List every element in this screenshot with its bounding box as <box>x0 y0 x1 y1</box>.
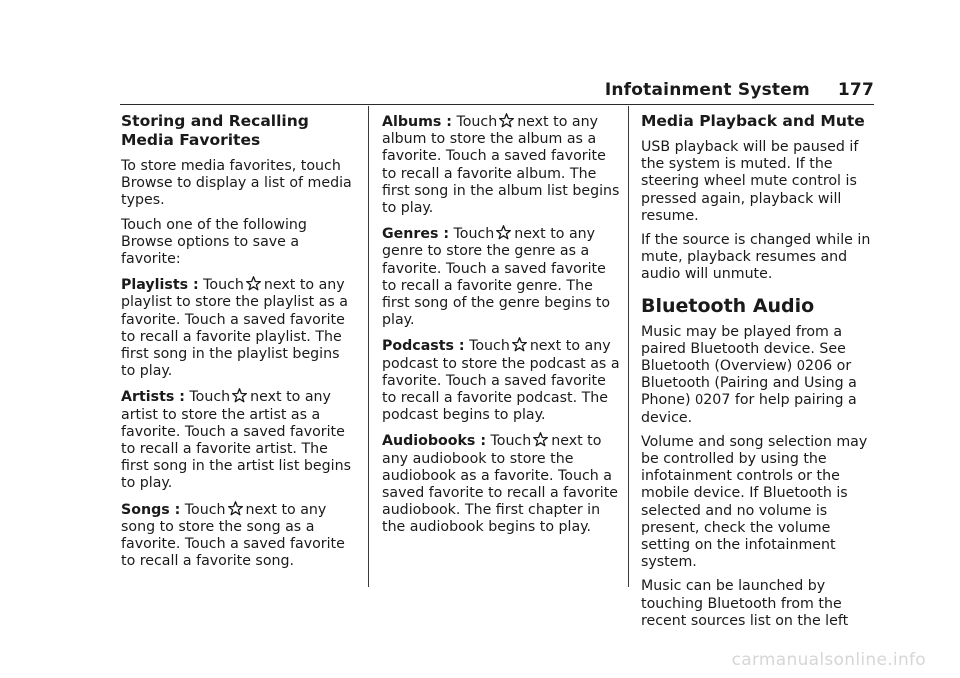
star-outline-icon <box>498 112 515 129</box>
watermark: carmanualsonline.info <box>731 650 926 670</box>
option-podcasts: Podcasts : Touch next to any podcast to store the podcast as a favorite. Touch a saved favorite to recall a favorite podcast. The podcast begins to play. <box>382 338 620 424</box>
paragraph: To store media favorites, touch Browse to display a list of media types. <box>121 158 352 209</box>
paragraph: Touch one of the following Browse options to save a favorite: <box>121 216 307 268</box>
option-term: Playlists : <box>121 277 199 294</box>
option-term: Genres : <box>382 226 450 243</box>
paragraph: If the source is changed while in mute, playback resumes and audio will unmute. <box>641 232 871 283</box>
section-title: Infotainment System <box>604 80 810 100</box>
section-heading: Bluetooth Audio <box>641 294 815 317</box>
paragraph: Volume and song selection may be controlled by using the infotainment controls or the mobile device. If Bluetooth is selected and no volume is present, check the volume setting on the infotainment system. <box>641 433 868 571</box>
star-outline-icon <box>227 500 244 517</box>
option-artists: Artists : Touch next to any artist to store the artist as a favorite. Touch a saved favorite to recall a favorite artist. The first song in the artist list begins to play. <box>121 389 351 492</box>
cross-reference-arrow-icon: 0 <box>695 393 704 409</box>
star-outline-icon <box>511 336 528 353</box>
header-rule <box>120 104 874 105</box>
column-divider <box>368 106 369 587</box>
star-outline-icon <box>532 431 549 448</box>
option-term: Albums : <box>382 114 452 130</box>
page-number: 177 <box>837 80 874 100</box>
paragraph: USB playback will be paused if the system is muted. If the steering wheel mute control is pressed again, playback will resume. <box>641 139 859 224</box>
cross-reference-arrow-icon: 0 <box>796 359 806 375</box>
column-2 <box>382 112 620 544</box>
paragraph: Music may be played from a paired Bluetooth device. See Bluetooth (Overview) 0206 or Bluetooth (Pairing and Using a Phone) 0207 for help pairing a device. <box>641 323 857 426</box>
option-term: Audiobooks : <box>382 433 486 450</box>
option-playlists: Playlists : Touch next to any playlist to store the playlist as a favorite. Touch a saved favorite to recall a favorite playlist. The first song in the playlist begins to play. <box>121 277 348 380</box>
option-genres: Genres : Touch next to any genre to store the genre as a favorite. Touch a saved favorite to recall a favorite genre. The first song of the genre begins to play. <box>382 226 611 329</box>
column-3 <box>641 112 878 637</box>
option-term: Podcasts : <box>382 338 465 355</box>
page-reference[interactable]: 206 <box>805 358 833 375</box>
star-outline-icon <box>245 275 262 292</box>
subsection-heading: Media Playback and Mute <box>641 112 865 130</box>
column-1 <box>121 112 357 577</box>
column-divider <box>628 106 629 587</box>
option-term: Songs : <box>121 501 181 518</box>
option-albums: Albums : Touch next to any album to store the album as a favorite. Touch a saved favorite to recall a favorite album. The first song in the album list begins to play. <box>382 114 620 217</box>
paragraph: Music can be launched by touching Bluetooth from the recent sources list on the left <box>641 578 849 629</box>
page-header <box>605 80 874 100</box>
star-outline-icon <box>495 224 512 241</box>
star-outline-icon <box>231 387 248 404</box>
option-term: Artists : <box>121 389 185 406</box>
subsection-heading: Storing and Recalling Media Favorites <box>121 112 309 149</box>
option-songs: Songs : Touch next to any song to store the song as a favorite. Touch a saved favorite to recall a favorite song. <box>121 501 345 570</box>
page-reference[interactable]: 207 <box>703 392 731 409</box>
option-audiobooks: Audiobooks : Touch next to any audiobook to store the audiobook as a favorite. Touch a saved favorite to recall a favorite audiobook. The first chapter in the audiobook begins to play. <box>382 433 618 536</box>
